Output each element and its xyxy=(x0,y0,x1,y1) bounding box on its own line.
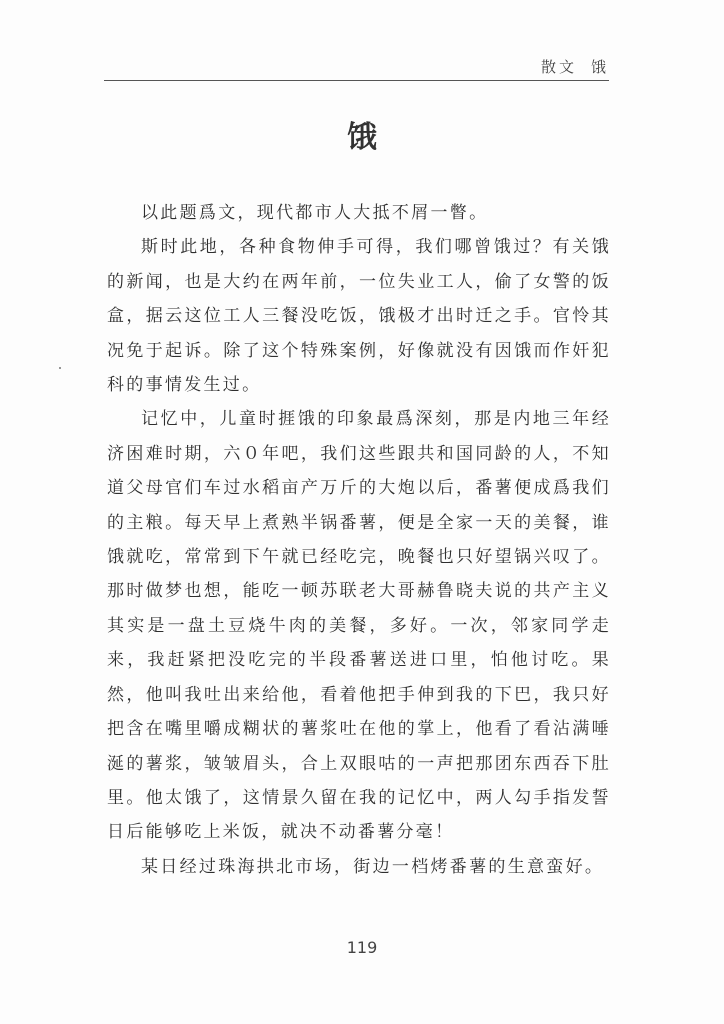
paragraph-2: 斯时此地，各种食物伸手可得，我们哪曾饿过？有关饿的新闻，也是大约在两年前，一位失业工人，偷了女警的饭盒，据云这位工人三餐没吃饭，饿极才出时迁之手。官怜其况免于起诉。除了这个特殊案例，好像就没有因饿而作奸犯科的事情发生过。 xyxy=(107,237,611,396)
paragraph-4: 某日经过珠海拱北市场，街边一档烤番薯的生意蛮好。 xyxy=(141,856,605,877)
page-number: 119 xyxy=(346,938,378,957)
scan-speck xyxy=(59,367,61,369)
header-rule xyxy=(104,80,609,81)
running-header xyxy=(104,56,609,77)
paragraph-3: 记忆中，儿童时捱饿的印象最爲深刻，那是内地三年经济困难时期，六０年吧，我们这些跟共和国同龄的人，不知道父母官们车过水稻亩产万斤的大炮以后，番薯便成爲我们的主粮。每天早上煮熟半锅番薯，便是全家一天的美餐，谁饿就吃，常常到下午就已经吃完，晚餐也只好望锅兴叹了。那时做梦也想，能吃一顿苏联老大哥赫鲁晓夫说的共产主义其实是一盘土豆烧牛肉的美餐，多好。一次，邻家同学走来，我赶紧把没吃完的半段番薯送进口里，怕他讨吃。果然，他叫我吐出来给他，看着他把手伸到我的下巴，我只好把含在嘴里嚼成糊状的薯浆吐在他的掌上，他看了看沾满唾涎的薯浆，皱皱眉头，合上双眼咕的一声把那团东西吞下肚里。他太饿了，这情景久留在我的记忆中，两人勾手指发誓日后能够吃上米饭，就决不动番薯分毫！ xyxy=(107,409,611,843)
essay-body xyxy=(107,196,611,884)
header-chapter: 饿 xyxy=(590,58,609,76)
header-section: 散文 xyxy=(540,58,577,76)
essay-title: 饿 xyxy=(347,120,377,155)
paragraph-1: 以此题爲文，现代都市人大抵不屑一瞥。 xyxy=(141,203,489,223)
